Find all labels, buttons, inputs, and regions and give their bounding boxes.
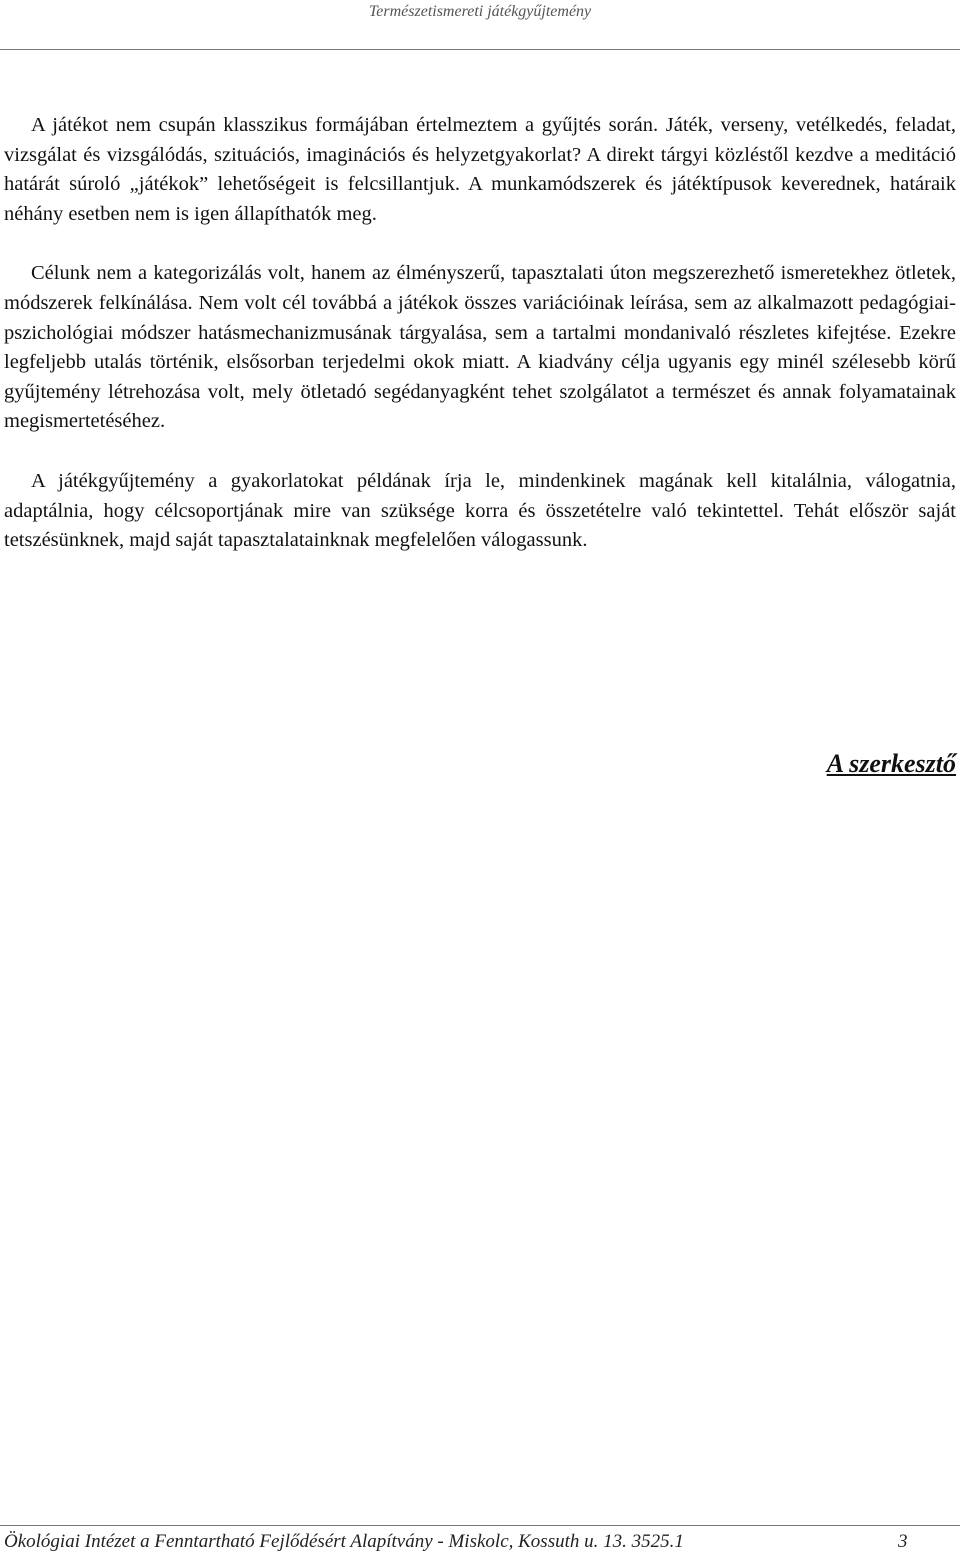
paragraph-1: A játékot nem csupán klasszikus formájában értelmeztem a gyűjtés során. Játék, verseny, vetélkedés, feladat, vizsgálat és vizsgálódás, szituációs, imaginációs és helyzetgyakorlat? A direkt tárgyi közléstől kezdve a meditáció határát súroló „játékok” lehetőségeit is felcsillantjuk. A munkamódszerek és játéktípusok keverednek, határaik néhány esetben nem is igen állapíthatók meg.: [4, 114, 956, 225]
editor-signature: A szerkesztő: [826, 749, 956, 778]
running-header-title: Természetismereti játékgyűjtemény: [368, 3, 592, 20]
footer-publisher-address: Ökológiai Intézet a Fenntartható Fejlődésért Alapítvány - Miskolc, Kossuth u. 13. 3525.1: [4, 1531, 684, 1552]
running-header: [0, 0, 960, 50]
running-footer: [0, 1525, 960, 1554]
paragraph-3: A játékgyűjtemény a gyakorlatokat példának írja le, mindenkinek magának kell kitalálnia, válogatnia, adaptálnia, hogy célcsoportjának mire van szüksége korra és összetételre való tekintettel. Tehát először saját tetszésünknek, majd saját tapasztalatainknak megfelelően válogassunk.: [4, 469, 956, 552]
page-number: 3: [898, 1531, 908, 1552]
document-body: [4, 111, 956, 586]
paragraph-2: Célunk nem a kategorizálás volt, hanem az élményszerű, tapasztalati úton megszerezhető ismeretekhez ötletek, módszerek felkínálása. Nem volt cél továbbá a játékok összes variációinak leírása, sem az alkalmazott pedagógiai-pszichológiai módszer hatásmechanizmusának tárgyalása, sem a tartalmi mondanivaló részletes kifejtése. Ezekre legfeljebb utalás történik, elsősorban terjedelmi okok miatt. A kiadvány célja ugyanis egy minél szélesebb körű gyűjtemény létrehozása volt, mely ötletadó segédanyagként tehet szolgálatot a természet és annak folyamatainak megismertetéséhez.: [4, 262, 956, 433]
